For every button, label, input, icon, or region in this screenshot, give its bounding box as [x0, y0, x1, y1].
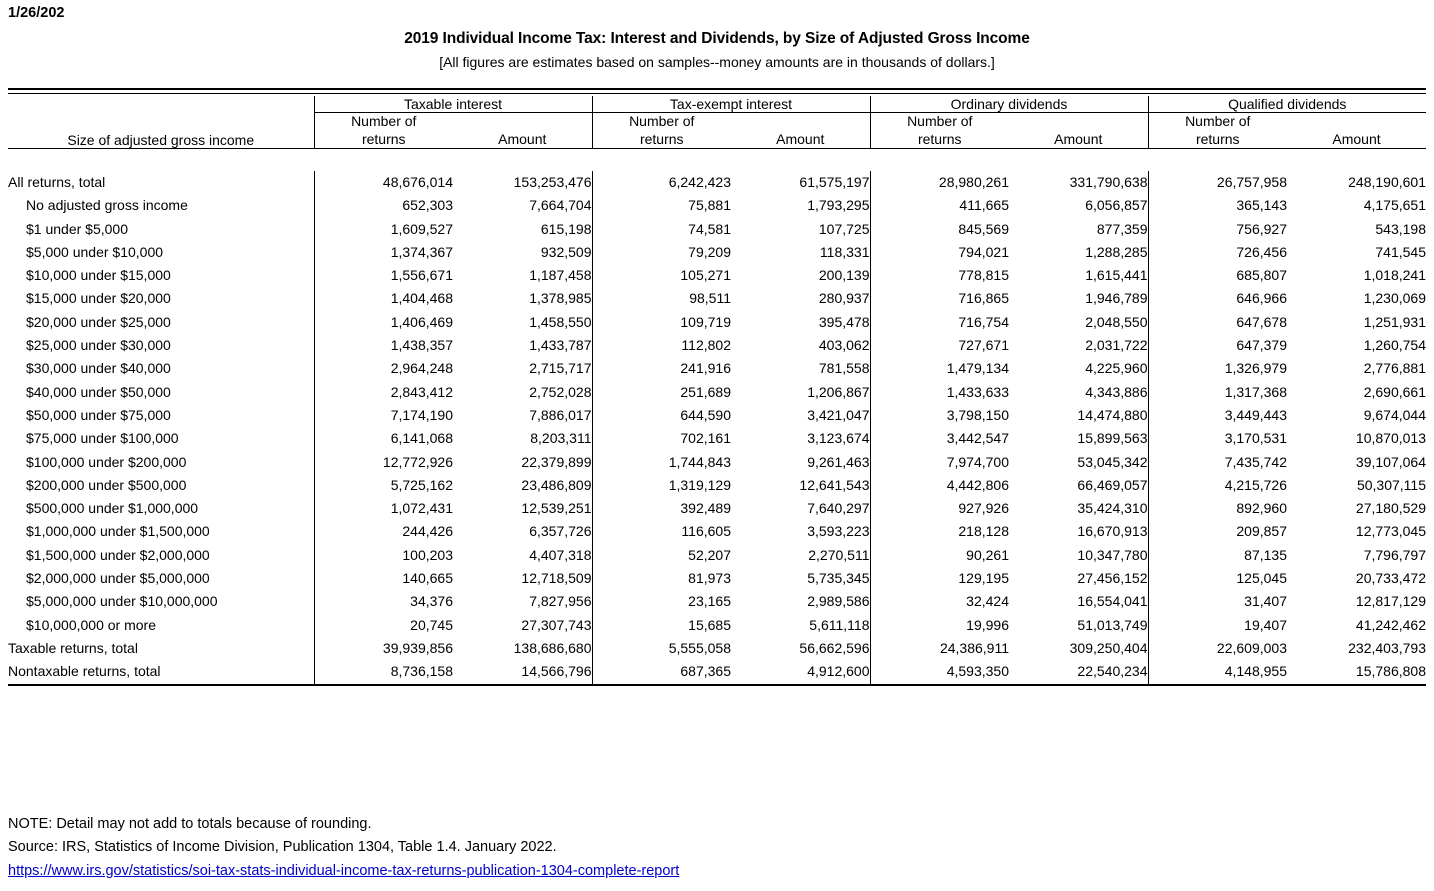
cell-value: 218,128 — [870, 520, 1009, 543]
cell-value: 244,426 — [314, 520, 453, 543]
cell-value: 16,670,913 — [1077, 523, 1148, 540]
cell-value: 4,407,318 — [529, 546, 592, 563]
subheader-number-of-returns-1 — [314, 113, 453, 149]
row-label: $5,000 under $10,000 — [26, 243, 164, 260]
table-row — [8, 264, 1426, 287]
cell-value: 79,209 — [592, 241, 731, 264]
table-row — [8, 311, 1426, 334]
cell-value: 1,374,367 — [314, 241, 453, 264]
cell-value: 1,458,550 — [529, 313, 592, 330]
cell-value: 2,715,717 — [529, 360, 592, 377]
cell-value: 5,725,162 — [314, 474, 453, 497]
cell-value: 12,641,543 — [799, 476, 870, 493]
cell-value: 781,558 — [818, 360, 870, 377]
row-label: $200,000 under $500,000 — [26, 476, 187, 493]
cell-value: 66,469,057 — [1077, 476, 1148, 493]
cell-value: 87,135 — [1148, 544, 1287, 567]
cell-value: 39,939,856 — [314, 637, 453, 660]
table-row — [8, 334, 1426, 357]
subheader-line2: returns — [361, 130, 406, 147]
row-label: $40,000 under $50,000 — [26, 383, 171, 400]
cell-value: 687,365 — [592, 660, 731, 684]
cell-value: 241,916 — [592, 357, 731, 380]
cell-value: 1,072,431 — [314, 497, 453, 520]
cell-value: 41,242,462 — [1355, 616, 1426, 633]
cell-value: 39,107,064 — [1355, 453, 1426, 470]
row-label: Nontaxable returns, total — [8, 663, 161, 680]
table-row — [8, 404, 1426, 427]
cell-value: 9,261,463 — [807, 453, 870, 470]
table-row — [8, 357, 1426, 380]
cell-value: 4,442,806 — [870, 474, 1009, 497]
group-header-taxable-interest: Taxable interest — [314, 96, 592, 113]
cell-value: 19,996 — [870, 614, 1009, 637]
cell-value: 14,474,880 — [1077, 406, 1148, 423]
cell-value: 248,190,601 — [1348, 174, 1426, 190]
cell-value: 932,509 — [540, 243, 592, 260]
table-row — [8, 637, 1426, 660]
cell-value: 23,486,809 — [521, 476, 592, 493]
cell-value: 232,403,793 — [1348, 639, 1426, 656]
source-url-link[interactable]: https://www.irs.gov/statistics/soi-tax-stats-individual-income-tax-returns-publication-1304-complete-report — [8, 862, 680, 879]
cell-value: 5,611,118 — [809, 616, 870, 633]
cell-value: 1,433,787 — [529, 337, 592, 354]
cell-value: 140,665 — [314, 567, 453, 590]
cell-value: 3,449,443 — [1148, 404, 1287, 427]
cell-value: 34,376 — [314, 590, 453, 613]
subheader-line2: returns — [917, 130, 962, 147]
table-row — [8, 590, 1426, 613]
cell-value: 75,881 — [592, 194, 731, 217]
cell-value: 56,662,596 — [799, 639, 870, 656]
cell-value: 48,676,014 — [314, 171, 453, 194]
row-label: $1,500,000 under $2,000,000 — [26, 546, 210, 563]
row-label: $30,000 under $40,000 — [26, 360, 171, 377]
subheader-number-of-returns-4 — [1148, 113, 1287, 149]
cell-value: 22,609,003 — [1148, 637, 1287, 660]
cell-value: 15,685 — [592, 614, 731, 637]
row-label: $2,000,000 under $5,000,000 — [26, 570, 210, 587]
footnotes — [8, 813, 679, 883]
cell-value: 107,725 — [818, 220, 870, 237]
table-row — [8, 194, 1426, 217]
cell-value: 845,569 — [870, 218, 1009, 241]
cell-value: 1,317,368 — [1148, 381, 1287, 404]
cell-value: 1,556,671 — [314, 264, 453, 287]
cell-value: 647,379 — [1148, 334, 1287, 357]
cell-value: 4,343,886 — [1085, 383, 1148, 400]
cell-value: 27,180,529 — [1355, 500, 1426, 517]
table-row — [8, 287, 1426, 310]
table-row — [8, 241, 1426, 264]
cell-value: 3,123,674 — [807, 430, 870, 447]
cell-value: 4,215,726 — [1148, 474, 1287, 497]
cell-value: 1,230,069 — [1363, 290, 1426, 307]
cell-value: 15,899,563 — [1077, 430, 1148, 447]
cell-value: 116,605 — [592, 520, 731, 543]
cell-value: 22,379,899 — [521, 453, 592, 470]
group-header-tax-exempt-interest: Tax-exempt interest — [592, 96, 870, 113]
cell-value: 23,165 — [592, 590, 731, 613]
cell-value: 8,736,158 — [314, 660, 453, 684]
rule-bottom — [8, 685, 1426, 689]
cell-value: 2,964,248 — [314, 357, 453, 380]
cell-value: 32,424 — [870, 590, 1009, 613]
cell-value: 125,045 — [1148, 567, 1287, 590]
table-row — [8, 171, 1426, 194]
cell-value: 4,225,960 — [1085, 360, 1148, 377]
subheader-amount-2: Amount — [776, 130, 825, 147]
cell-value: 3,442,547 — [870, 427, 1009, 450]
cell-value: 15,786,808 — [1355, 663, 1426, 680]
subheader-line2: returns — [639, 130, 684, 147]
cell-value: 7,886,017 — [529, 406, 592, 423]
cell-value: 6,056,857 — [1085, 197, 1148, 214]
cell-value: 9,674,044 — [1363, 406, 1426, 423]
cell-value: 138,686,680 — [513, 639, 592, 656]
cell-value: 3,593,223 — [807, 523, 870, 540]
cell-value: 2,989,586 — [807, 593, 870, 610]
cell-value: 7,640,297 — [807, 500, 870, 517]
cell-value: 7,974,700 — [870, 451, 1009, 474]
cell-value: 112,802 — [592, 334, 731, 357]
cell-value: 4,175,651 — [1363, 197, 1426, 214]
cell-value: 98,511 — [592, 287, 731, 310]
cell-value: 1,479,134 — [870, 357, 1009, 380]
cell-value: 543,198 — [1375, 220, 1426, 237]
cell-value: 81,973 — [592, 567, 731, 590]
cell-value: 1,793,295 — [807, 197, 870, 214]
cell-value: 61,575,197 — [799, 174, 870, 190]
cell-value: 1,260,754 — [1363, 337, 1426, 354]
note-line: NOTE: Detail may not add to totals because of rounding. — [8, 815, 372, 832]
table-row — [8, 427, 1426, 450]
source-line: Source: IRS, Statistics of Income Division, Publication 1304, Table 1.4. January 2022. — [8, 839, 557, 856]
cell-value: 74,581 — [592, 218, 731, 241]
cell-value: 756,927 — [1148, 218, 1287, 241]
cell-value: 90,261 — [870, 544, 1009, 567]
row-label: $1 under $5,000 — [26, 220, 128, 237]
table-row — [8, 451, 1426, 474]
cell-value: 16,554,041 — [1077, 593, 1148, 610]
cell-value: 12,773,045 — [1355, 523, 1426, 540]
row-label: No adjusted gross income — [26, 197, 188, 214]
row-label: $10,000,000 or more — [26, 616, 156, 633]
cell-value: 109,719 — [592, 311, 731, 334]
cell-value: 1,438,357 — [314, 334, 453, 357]
cell-value: 1,609,527 — [314, 218, 453, 241]
cell-value: 1,319,129 — [592, 474, 731, 497]
table-row — [8, 544, 1426, 567]
cell-value: 395,478 — [818, 313, 870, 330]
cell-value: 209,857 — [1148, 520, 1287, 543]
table-row — [8, 474, 1426, 497]
cell-value: 2,031,722 — [1085, 337, 1148, 354]
table-row — [8, 218, 1426, 241]
subheader-amount-1: Amount — [498, 130, 547, 147]
table-row — [8, 381, 1426, 404]
cell-value: 6,242,423 — [592, 171, 731, 194]
cell-value: 685,807 — [1148, 264, 1287, 287]
cell-value: 927,926 — [870, 497, 1009, 520]
cell-value: 19,407 — [1148, 614, 1287, 637]
cell-value: 5,735,345 — [807, 570, 870, 587]
cell-value: 892,960 — [1148, 497, 1287, 520]
cell-value: 741,545 — [1375, 243, 1426, 260]
table-row — [8, 497, 1426, 520]
cell-value: 20,745 — [314, 614, 453, 637]
cell-value: 12,718,509 — [521, 570, 592, 587]
group-header-qualified-dividends: Qualified dividends — [1148, 96, 1426, 113]
cell-value: 7,827,956 — [529, 593, 592, 610]
income-tax-table — [8, 88, 1426, 689]
cell-value: 726,456 — [1148, 241, 1287, 264]
cell-value: 727,671 — [870, 334, 1009, 357]
row-label: All returns, total — [8, 174, 106, 190]
table-row — [8, 614, 1426, 637]
cell-value: 1,433,633 — [870, 381, 1009, 404]
cell-value: 2,690,661 — [1363, 383, 1426, 400]
cell-value: 331,790,638 — [1069, 174, 1148, 190]
row-label: $75,000 under $100,000 — [26, 430, 179, 447]
cell-value: 702,161 — [592, 427, 731, 450]
cell-value: 26,757,958 — [1148, 171, 1287, 194]
cell-value: 1,378,985 — [529, 290, 592, 307]
cell-value: 1,615,441 — [1085, 267, 1148, 284]
cell-value: 129,195 — [870, 567, 1009, 590]
cell-value: 1,406,469 — [314, 311, 453, 334]
row-label: $100,000 under $200,000 — [26, 453, 187, 470]
cell-value: 7,435,742 — [1148, 451, 1287, 474]
row-label: $20,000 under $25,000 — [26, 313, 171, 330]
subheader-line1: Number of — [1185, 113, 1251, 129]
subheader-number-of-returns-3 — [870, 113, 1009, 149]
cell-value: 646,966 — [1148, 287, 1287, 310]
cell-value: 7,174,190 — [314, 404, 453, 427]
cell-value: 1,206,867 — [807, 383, 870, 400]
cell-value: 2,776,881 — [1363, 360, 1426, 377]
cell-value: 118,331 — [819, 243, 870, 260]
cell-value: 309,250,404 — [1069, 639, 1148, 656]
spacer-row — [8, 151, 1426, 171]
cell-value: 794,021 — [870, 241, 1009, 264]
cell-value: 12,539,251 — [521, 500, 592, 517]
date-stamp: 1/26/202 — [8, 5, 65, 21]
table-row — [8, 567, 1426, 590]
cell-value: 615,198 — [540, 220, 592, 237]
cell-value: 12,772,926 — [314, 451, 453, 474]
cell-value: 31,407 — [1148, 590, 1287, 613]
row-label: $500,000 under $1,000,000 — [26, 500, 199, 517]
subheader-number-of-returns-2 — [592, 113, 731, 149]
cell-value: 3,170,531 — [1148, 427, 1287, 450]
cell-value: 200,139 — [818, 267, 870, 284]
cell-value: 2,048,550 — [1085, 313, 1148, 330]
stub-header: Size of adjusted gross income — [67, 132, 255, 148]
subheader-line1: Number of — [351, 113, 417, 129]
cell-value: 280,937 — [818, 290, 870, 307]
cell-value: 100,203 — [314, 544, 453, 567]
cell-value: 2,752,028 — [529, 383, 592, 400]
cell-value: 652,303 — [314, 194, 453, 217]
cell-value: 53,045,342 — [1077, 453, 1148, 470]
cell-value: 1,404,468 — [314, 287, 453, 310]
cell-value: 2,843,412 — [314, 381, 453, 404]
cell-value: 644,590 — [592, 404, 731, 427]
cell-value: 4,593,350 — [870, 660, 1009, 684]
cell-value: 1,326,979 — [1148, 357, 1287, 380]
cell-value: 5,555,058 — [592, 637, 731, 660]
cell-value: 7,664,704 — [529, 197, 592, 214]
header-group-row — [8, 96, 1426, 113]
cell-value: 20,733,472 — [1355, 570, 1426, 587]
cell-value: 28,980,261 — [870, 171, 1009, 194]
subheader-line1: Number of — [907, 113, 973, 129]
cell-value: 4,148,955 — [1148, 660, 1287, 684]
cell-value: 35,424,310 — [1077, 500, 1148, 517]
group-header-ordinary-dividends: Ordinary dividends — [870, 96, 1148, 113]
cell-value: 24,386,911 — [870, 637, 1009, 660]
cell-value: 2,270,511 — [808, 546, 870, 563]
cell-value: 392,489 — [592, 497, 731, 520]
cell-value: 153,253,476 — [513, 174, 592, 190]
row-label: $25,000 under $30,000 — [26, 337, 171, 354]
cell-value: 251,689 — [592, 381, 731, 404]
cell-value: 3,421,047 — [807, 406, 870, 423]
row-label: $1,000,000 under $1,500,000 — [26, 523, 210, 540]
cell-value: 365,143 — [1148, 194, 1287, 217]
table-row — [8, 520, 1426, 543]
cell-value: 1,018,241 — [1363, 267, 1426, 284]
cell-value: 105,271 — [592, 264, 731, 287]
cell-value: 3,798,150 — [870, 404, 1009, 427]
page-title: 2019 Individual Income Tax: Interest and Dividends, by Size of Adjusted Gross Income — [404, 30, 1030, 47]
cell-value: 647,678 — [1148, 311, 1287, 334]
cell-value: 4,912,600 — [807, 663, 870, 680]
row-label: $10,000 under $15,000 — [26, 267, 171, 284]
cell-value: 6,357,726 — [529, 523, 592, 540]
cell-value: 778,815 — [870, 264, 1009, 287]
cell-value: 716,754 — [870, 311, 1009, 334]
cell-value: 403,062 — [818, 337, 870, 354]
row-label: Taxable returns, total — [8, 639, 138, 656]
title-block — [0, 0, 1434, 70]
cell-value: 6,141,068 — [314, 427, 453, 450]
cell-value: 22,540,234 — [1077, 663, 1148, 680]
cell-value: 10,870,013 — [1355, 430, 1426, 447]
cell-value: 411,665 — [870, 194, 1009, 217]
cell-value: 1,288,285 — [1085, 243, 1148, 260]
cell-value: 1,946,789 — [1085, 290, 1148, 307]
subheader-amount-3: Amount — [1054, 130, 1103, 147]
table-row — [8, 660, 1426, 684]
cell-value: 716,865 — [870, 287, 1009, 310]
cell-value: 1,744,843 — [592, 451, 731, 474]
subheader-line2: returns — [1195, 130, 1240, 147]
cell-value: 877,359 — [1096, 220, 1148, 237]
cell-value: 1,251,931 — [1363, 313, 1426, 330]
cell-value: 7,796,797 — [1363, 546, 1426, 563]
cell-value: 27,456,152 — [1077, 570, 1148, 587]
subheader-amount-4: Amount — [1332, 130, 1381, 147]
row-label: $15,000 under $20,000 — [26, 290, 171, 307]
cell-value: 1,187,458 — [529, 267, 592, 284]
cell-value: 14,566,796 — [521, 663, 592, 680]
cell-value: 52,207 — [592, 544, 731, 567]
cell-value: 10,347,780 — [1077, 546, 1148, 563]
cell-value: 12,817,129 — [1355, 593, 1426, 610]
subheader-line1: Number of — [629, 113, 695, 129]
page-subtitle: [All figures are estimates based on samples--money amounts are in thousands of dollars.] — [439, 54, 995, 70]
row-label: $50,000 under $75,000 — [26, 406, 171, 423]
cell-value: 51,013,749 — [1077, 616, 1148, 633]
cell-value: 50,307,115 — [1356, 476, 1426, 493]
cell-value: 8,203,311 — [530, 430, 592, 447]
row-label: $5,000,000 under $10,000,000 — [26, 593, 218, 610]
cell-value: 27,307,743 — [521, 616, 592, 633]
